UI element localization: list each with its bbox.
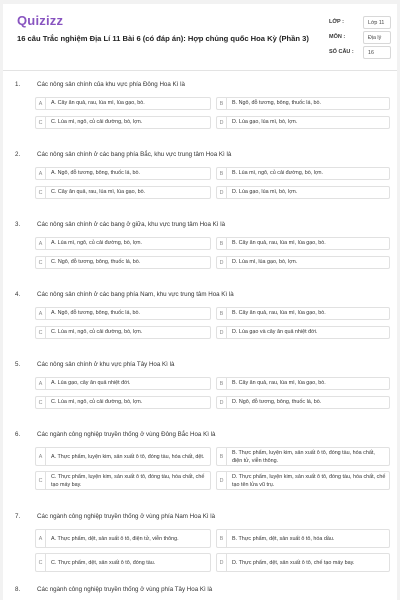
option-letter: C [36,187,46,198]
answer-option-d[interactable] [216,116,390,129]
answer-option-a[interactable] [35,97,211,110]
meta-value: 16 [363,46,391,59]
option-letter: D [217,472,227,489]
option-text: A. Thực phẩm, luyện kim, sản xuất ô tô, đóng tàu, hóa chất, dệt. [51,453,205,460]
question-text: Các nông sản chính ở các bang ở giữa, khu vực trung tâm Hoa Kì là [37,221,226,228]
option-letter: D [217,397,227,408]
meta-question-count [329,46,391,60]
meta-label: MÔN : [329,34,346,40]
option-text: A. Lúa mì, ngô, củ cải đường, bò, lợn. [51,239,142,246]
option-letter: C [36,472,46,489]
option-text: C. Cây ăn quả, rau, lúa mì, lúa gạo, bò. [51,188,146,195]
answer-option-a[interactable] [35,237,211,250]
option-letter: B [217,98,227,109]
answer-option-d[interactable] [216,471,390,490]
answer-option-c[interactable] [35,326,211,339]
answer-option-c[interactable] [35,116,211,129]
question-number: 1. [15,81,21,88]
option-text: A. Ngô, đỗ tương, bông, thuốc lá, bò. [51,309,140,316]
answer-option-d[interactable] [216,186,390,199]
option-text: C. Thực phẩm, luyện kim, sản xuất ô tô, đóng tàu, hóa chất, chế tạo máy bay. [51,474,205,488]
answer-option-c[interactable] [35,256,211,269]
option-letter: B [217,530,227,547]
option-letter: A [36,168,46,179]
question-number: 3. [15,221,21,228]
option-text: D. Lúa gạo, lúa mì, bò, lợn. [232,188,298,195]
question-text: Các ngành công nghiệp truyền thống ở vùng Đông Bắc Hoa Kì là [37,431,216,438]
option-letter: D [217,187,227,198]
option-letter: B [217,448,227,465]
option-letter: A [36,378,46,389]
option-letter: C [36,327,46,338]
option-text: A. Cây ăn quả, rau, lúa mì, lúa gạo, bò. [51,99,145,106]
meta-value: Lớp 11 [363,16,391,29]
question-text: Các nông sản chính ở các bang phía Bắc, khu vực trung tâm Hoa Kì là [37,151,232,158]
option-text: B. Cây ăn quả, rau, lúa mì, lúa gạo, bò. [232,239,326,246]
option-text: C. Lúa mì, ngô, củ cải đường, bò, lợn. [51,398,143,405]
option-text: B. Lúa mì, ngô, củ cải đường, bò, lợn. [232,169,323,176]
option-letter: B [217,168,227,179]
option-letter: D [217,257,227,268]
option-text: B. Cây ăn quả, rau, lúa mì, lúa gạo, bò. [232,309,326,316]
answer-option-b[interactable] [216,377,390,390]
answer-option-b[interactable] [216,97,390,110]
option-text: B. Thực phẩm, dệt, sản xuất ô tô, hóa dầu. [232,535,335,542]
answer-option-b[interactable] [216,529,390,548]
option-text: D. Lúa mì, lúa gạo, bò, lợn. [232,258,298,265]
answer-option-b[interactable] [216,167,390,180]
option-letter: A [36,530,46,547]
answer-option-a[interactable] [35,307,211,320]
option-letter: A [36,238,46,249]
option-text: D. Ngô, đỗ tương, bông, thuốc lá, bò. [232,398,322,405]
answer-option-c[interactable] [35,396,211,409]
option-letter: B [217,238,227,249]
question-text: Các nông sản chính ở khu vực phía Tây Hoa Kì là [37,361,175,368]
meta-value: Địa lý [363,31,391,44]
option-letter: D [217,327,227,338]
header-divider [3,70,397,71]
question-text: Các nông sản chính của khu vực phía Đông Hoa Kì là [37,81,185,88]
option-letter: A [36,308,46,319]
answer-option-a[interactable] [35,447,211,466]
option-letter: A [36,98,46,109]
meta-label: LỚP : [329,19,344,25]
option-text: D. Thực phẩm, dệt, sản xuất ô tô, chế tạo máy bay. [232,559,355,566]
question-number: 5. [15,361,21,368]
answer-option-d[interactable] [216,256,390,269]
answer-option-d[interactable] [216,396,390,409]
option-letter: A [36,448,46,465]
question-text: Các nông sản chính ở các bang phía Nam, khu vực trung tâm Hoa Kì là [37,291,234,298]
question-number: 4. [15,291,21,298]
question-number: 7. [15,513,21,520]
answer-option-a[interactable] [35,529,211,548]
option-text: D. Thực phẩm, luyện kim, sản xuất ô tô, đóng tàu, hóa chất, chế tạo tên lửa vũ trụ. [232,474,386,488]
answer-option-a[interactable] [35,167,211,180]
worksheet-page [3,4,397,600]
option-letter: C [36,117,46,128]
option-text: C. Lúa mì, ngô, củ cải đường, bò, lợn. [51,328,143,335]
meta-label: SỐ CÂU : [329,49,354,55]
option-text: B. Thực phẩm, luyện kim, sản xuất ô tô, đóng tàu, hóa chất, điện tử, viễn thông. [232,450,375,464]
answer-option-a[interactable] [35,377,211,390]
option-letter: B [217,378,227,389]
question-text: Các ngành công nghiệp truyền thống ở vùng phía Tây Hoa Kì là [37,586,213,593]
answer-option-b[interactable] [216,307,390,320]
worksheet-header [3,4,397,62]
option-text: B. Ngô, đỗ tương, bông, thuốc lá, bò. [232,99,321,106]
question-number: 8. [15,586,21,593]
answer-option-c[interactable] [35,471,211,490]
answer-option-d[interactable] [216,553,390,572]
quizizz-logo: Quizizz [17,13,64,28]
question-text: Các ngành công nghiệp truyền thống ở vùng phía Nam Hoa Kì là [37,513,216,520]
option-text: C. Ngô, đỗ tương, bông, thuốc lá, bò. [51,258,141,265]
answer-option-c[interactable] [35,553,211,572]
answer-option-b[interactable] [216,447,390,466]
answer-option-c[interactable] [35,186,211,199]
option-letter: C [36,397,46,408]
option-text: B. Cây ăn quả, rau, lúa mì, lúa gạo, bò. [232,379,326,386]
answer-option-b[interactable] [216,237,390,250]
option-letter: C [36,554,46,571]
meta-subject [329,31,391,45]
meta-class [329,16,391,30]
answer-option-d[interactable] [216,326,390,339]
question-number: 6. [15,431,21,438]
option-text: A. Ngô, đỗ tương, bông, thuốc lá, bò. [51,169,140,176]
option-letter: B [217,308,227,319]
option-text: C. Thực phẩm, dệt, sản xuất ô tô, đóng tàu. [51,559,156,566]
option-text: A. Thực phẩm, dệt, sản xuất ô tô, điện tử, viễn thông. [51,535,179,542]
option-text: D. Lúa gạo, lúa mì, bò, lợn. [232,118,298,125]
option-letter: C [36,257,46,268]
option-letter: D [217,554,227,571]
option-text: C. Lúa mì, ngô, củ cải đường, bò, lợn. [51,118,143,125]
option-text: A. Lúa gạo, cây ăn quả nhiệt đới. [51,379,131,386]
option-letter: D [217,117,227,128]
option-text: D. Lúa gạo và cây ăn quả nhiệt đới. [232,328,318,335]
question-number: 2. [15,151,21,158]
page-title: 16 câu Trắc nghiệm Địa Lí 11 Bài 6 (có đáp án): Hợp chủng quốc Hoa Kỳ (Phần 3) [17,34,309,43]
